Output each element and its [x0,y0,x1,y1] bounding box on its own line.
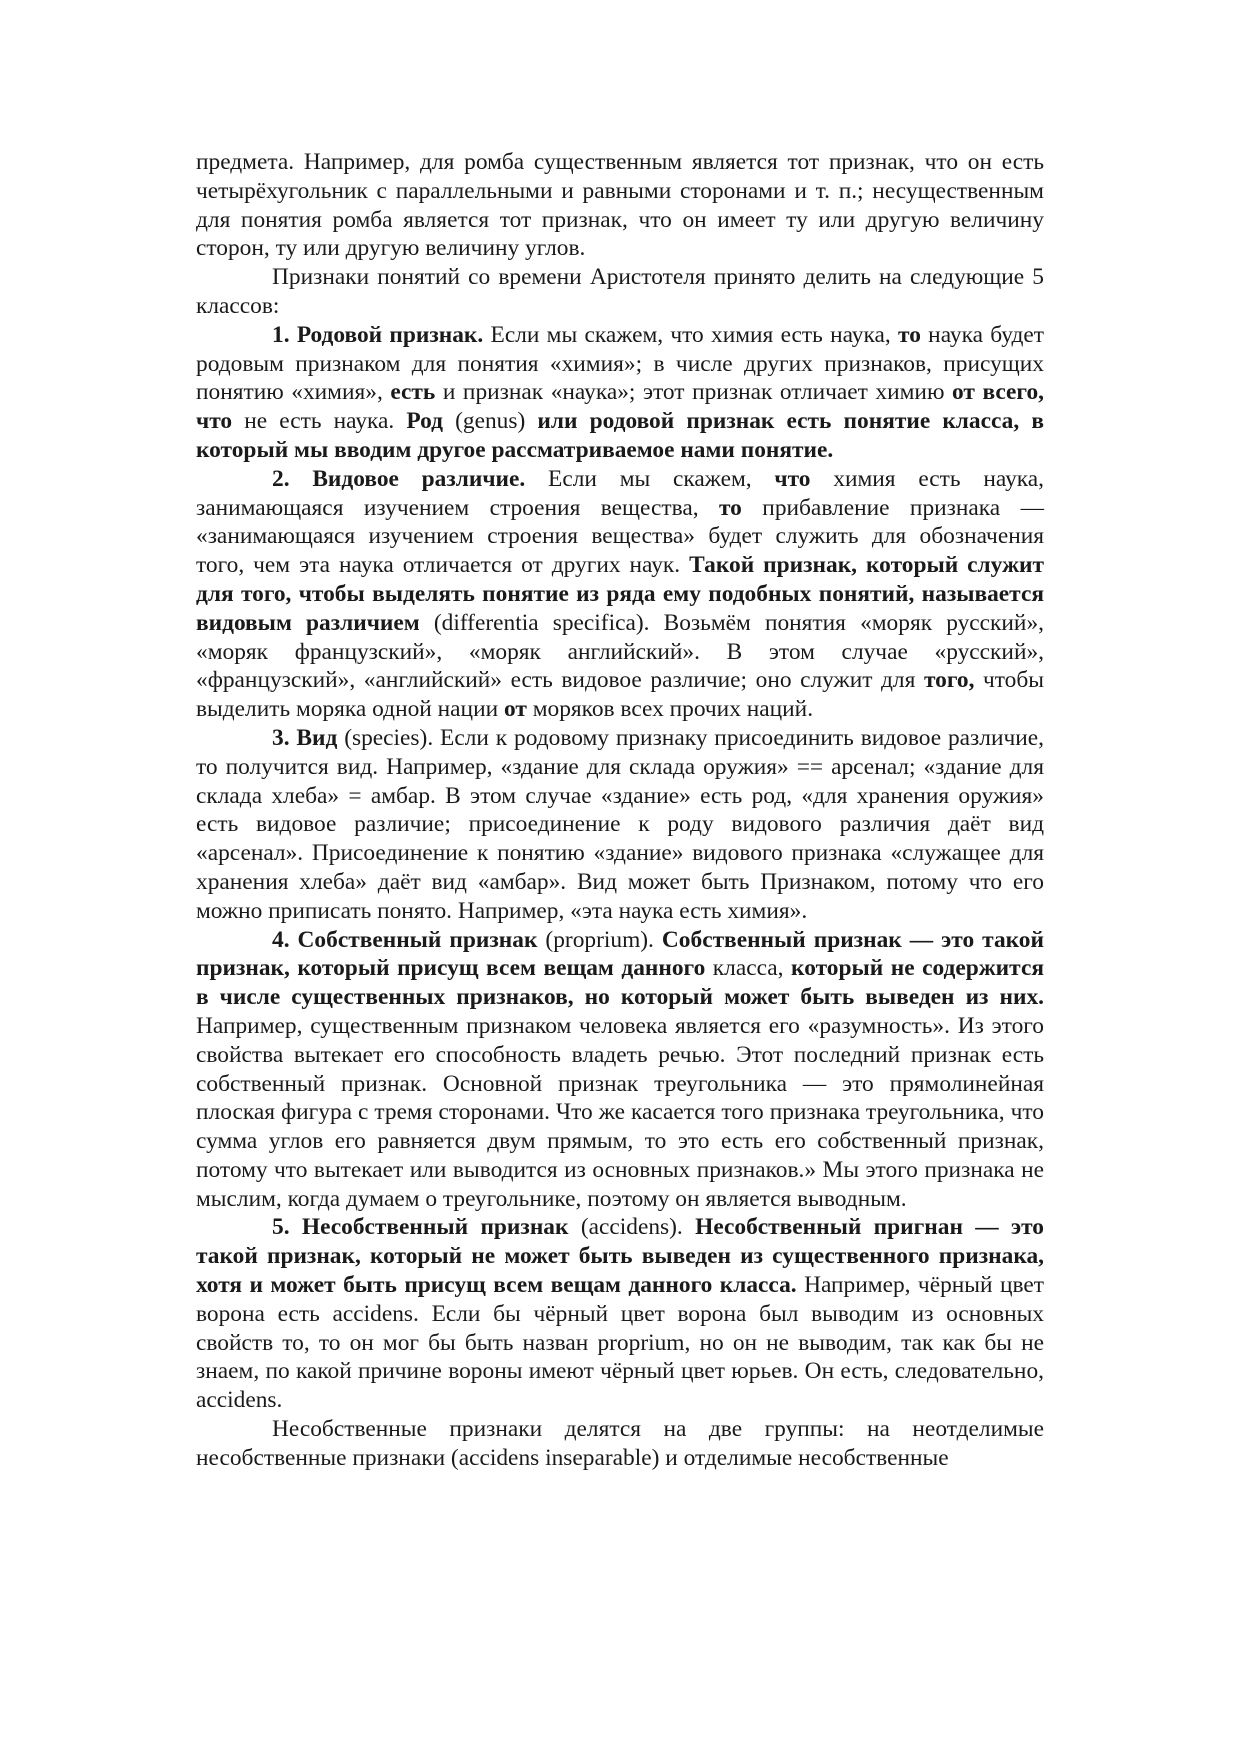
text-run: (differentia specifica). Возьмём понятия «моряк русский», «моряк французский», «моряк английский». В этом случае «русский», «французский», «английский» есть видовое различие; оно служит для [196,609,1044,694]
bold-run: есть [390,379,436,406]
paragraph-rhombus-example [196,148,1044,263]
text-run: наука будет родовым признаком для понятия «химия»; в числе других признаков, присущих понятию «химия», [196,321,1044,406]
text-run: химия есть наука, занимающаяся изучением строения вещества, [196,465,1044,521]
text-run: (genus) [442,408,538,435]
paragraph-proprium [196,926,1044,1214]
definition-run: Собственный признак — это такой признак, который присущ всем вещам данного [196,926,1044,982]
definition-run: Несобственный пригнан — это такой признак, который не может быть выведен из существенного признака, хотя и может быть присущ всем вещам данного класса. [196,1214,1044,1299]
text-run: чтобы выделить моряка одной нации [196,667,1044,723]
text-run: предмета. Например, для ромба существенным является тот признак, что он есть четырёхугольник с параллельными и равными сторонами и т. п.; несущественным для понятия ромба является тот признак, что он имеет ту или другую величину сторон, ту или другую величину углов. [196,149,1044,262]
bold-run: того, [923,667,975,694]
bold-run: Род [406,408,443,435]
text-run: прибавление признака — «занимающаяся изучением строения вещества» будет служить для обозначения того, чем эта наука отличается от других наук. [196,494,1044,579]
text-run: (species). Если к родовому признаку присоединить видовое различие, то получится вид. Например, «здание для склада оружия» == арсенал; «здание для склада хлеба» = амбар. В этом случае «здание» есть род, «для хранения оружия» есть видовое различие; присоединение к роду видового различия даёт вид «арсенал». Присоединение к понятию «здание» видового признака «служащее для хранения хлеба» даёт вид «амбар». Вид может быть Признаком, потому что его можно приписать понято. Например, «эта наука есть химия». [196,724,1044,924]
text-run: (proprium). [537,926,662,953]
text-run: моряков всех прочих наций. [526,696,814,723]
term-heading: 3. Вид [272,724,338,751]
paragraph-accidens [196,1213,1044,1415]
text-run: Например, чёрный цвет ворона есть accidens. Если бы чёрный цвет ворона был выводим из основных свойств то, то он мог бы быть назван proprium, но он не выводим, так как бы не знаем, по какой причине вороны имеют чёрный цвет юрьев. Он есть, следовательно, accidens. [196,1272,1044,1414]
text-run: (accidens). [568,1214,696,1241]
document-page [196,148,1044,1473]
text-run: Несобственные признаки делятся на две группы: на неотделимые несобственные признаки (accidens inseparable) и отделимые несобственные [196,1416,1044,1471]
text-run: не есть наука. [232,408,407,435]
text-run: и признак «наука»; этот признак отличает химию [435,379,952,406]
text-run: Например, существенным признаком человека является его «разумность». Из этого свойства вытекает его способность владеть речью. Этот последний признак есть собственный признак. Основной признак треугольника — это прямолинейная плоская фигура с тремя сторонами. Что же касается того признака треугольника, что сумма углов его равняется двум прямым, то это есть его собственный признак, потому что вытекает или выводится из основных признаков.» Мы этого признака не мыслим, когда думаем о треугольнике, поэтому он является выводным. [196,1012,1044,1212]
term-heading: 2. Видовое различие. [272,465,526,492]
bold-run: то [719,494,742,521]
term-heading: 1. Родовой признак. [272,321,484,348]
definition-run: или родовой признак есть понятие класса, в который мы вводим другое рассматриваемое нами понятие. [196,408,1044,463]
paragraph-accidens-groups [196,1415,1044,1473]
definition-run: Такой признак, который служит для того, чтобы выделять понятие из ряда ему подобных понятий, называется видовым различием [196,552,1044,636]
bold-run: от [503,696,527,723]
text-run: Если мы скажем, что химия есть наука, [483,321,899,348]
paragraph-differentia [196,465,1044,724]
text-run: класса, [705,955,792,982]
paragraph-genus [196,321,1044,465]
text-run: Признаки понятий со времени Аристотеля принято делить на следующие 5 классов: [196,264,1044,319]
term-heading: 5. Несобственный признак [272,1214,569,1241]
bold-run: от всего, что [196,379,1044,435]
bold-run: то [898,321,921,348]
text-run: Если мы скажем, [525,465,775,492]
definition-run: который не содержится в числе существенных признаков, но который может быть выведен из них. [196,955,1044,1011]
paragraph-classes-intro [196,263,1044,321]
term-heading: 4. Собственный признак [272,926,538,953]
bold-run: что [774,465,811,492]
paragraph-species [196,724,1044,926]
